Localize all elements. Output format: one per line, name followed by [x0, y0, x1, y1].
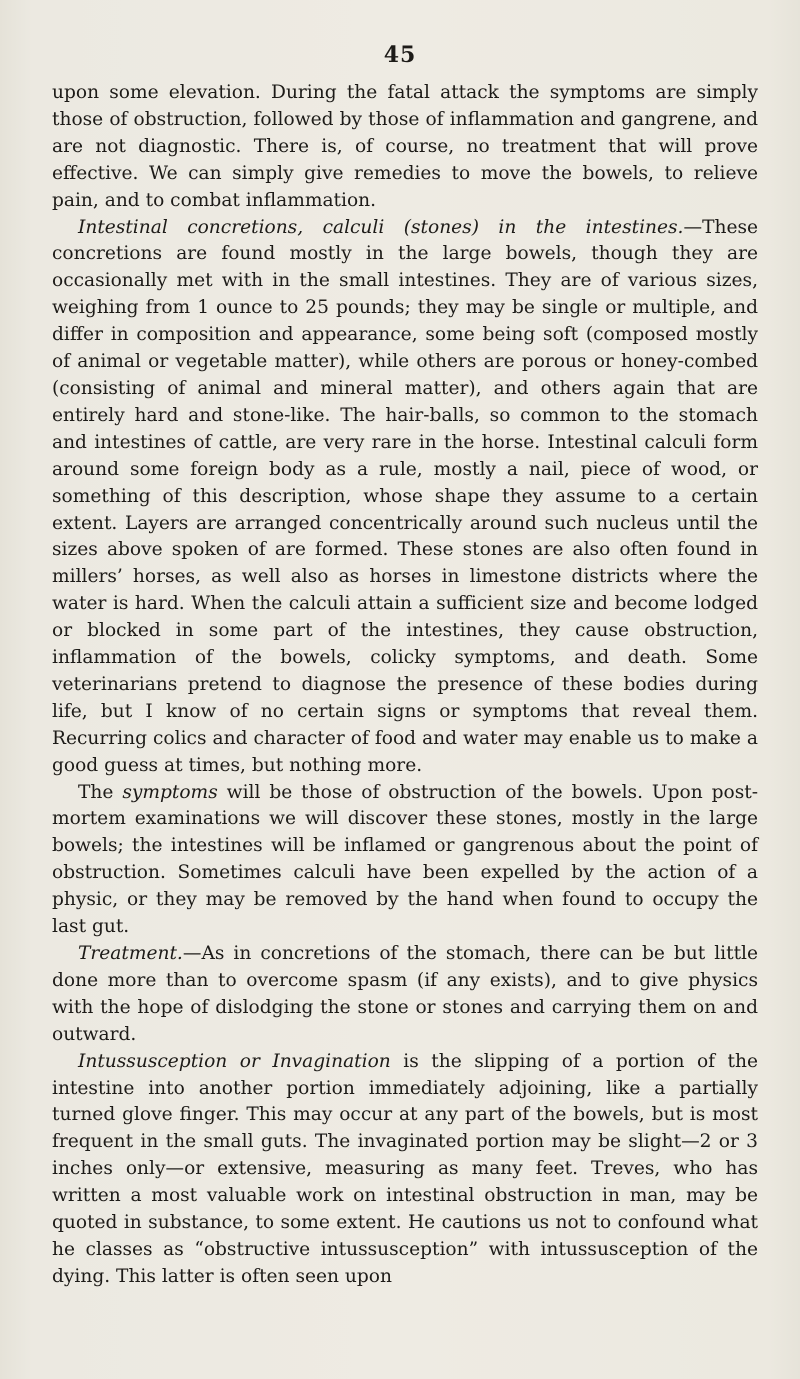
section-heading-intussusception: Intussusception or Invagination: [78, 1050, 391, 1072]
section-heading-treatment: Treatment.: [78, 943, 183, 964]
symptoms-term: symptoms: [122, 781, 218, 803]
paragraph-4-text: —As in concretions of the stomach, there can be but little done more than to overcome spasm (if any exists), and to give physics with the hope of dislodging the stone or stones and carrying them on and outward.: [52, 943, 758, 1045]
paragraph-3: [52, 780, 758, 941]
paragraph-1: [52, 80, 758, 215]
paragraph-2-text: —These concretions are found mostly in the large bowels, though they are occasionally met with in the small intestines. They are of various sizes, weighing from 1 ounce to 25 pounds; they may be single or multiple, and differ in composition and appearance, some being soft (composed mostly of animal or vegetable matter), while others are porous or honey-combed (consisting of animal and mineral matter), and others again that are entirely hard and stone-like. The hair-balls, so common to the stomach and intestines of cattle, are very rare in the horse. Intestinal calculi form around some foreign body as a rule, mostly a nail, piece of wood, or something of this description, whose shape they assume to a certain extent. Layers are arranged concentrically around such nucleus until the sizes above spoken of are formed. These stones are also often found in millers’ horses, as well also as horses in limestone districts where the water is hard. When the calculi attain a sufficient size and become lodged or blocked in some part of the intestines, they cause obstruction, inflammation of the bowels, colicky symptoms, and death. Some veterinarians pretend to diagnose the presence of these bodies during life, but I know of no certain signs or symptoms that reveal them. Recurring colics and character of food and water may enable us to make a good guess at times, but nothing more.: [52, 216, 758, 776]
section-heading-intestinal-concretions: Intestinal concretions, calculi (stones) in the intestines.: [78, 216, 684, 238]
paragraph-4: [52, 941, 758, 1049]
paragraph-5: [52, 1049, 758, 1291]
paragraph-2: [52, 215, 758, 780]
paragraph-3-lead: The: [78, 781, 123, 803]
body-text: [52, 80, 758, 1291]
paragraph-3-text: will be those of obstruction of the bowels. Upon post-mortem examinations we will discover these stones, mostly in the large bowels; the intestines will be inflamed or gangrenous about the point of obstruction. Sometimes calculi have been expelled by the action of a physic, or they may be removed by the hand when found to occupy the last gut.: [52, 781, 758, 938]
paragraph-5-text: is the slipping of a portion of the intestine into another portion immediately adjoining, like a partially turned glove finger. This may occur at any part of the bowels, but is most frequent in the small guts. The invaginated portion may be slight—2 or 3 inches only—or extensive, measuring as many feet. Treves, who has written a most valuable work on intestinal obstruction in man, may be quoted in substance, to some extent. He cautions us not to confound what he classes as “obstructive intussusception” with intussusception of the dying. This latter is often seen upon: [52, 1050, 758, 1287]
page-number: 45: [383, 42, 417, 68]
paragraph-1-text: upon some elevation. During the fatal attack the symptoms are simply those of obstruction, followed by those of inflammation and gangrene, and are not diagnostic. There is, of course, no treatment that will prove effective. We can simply give remedies to move the bowels, to relieve pain, and to combat inflammation.: [52, 82, 758, 211]
